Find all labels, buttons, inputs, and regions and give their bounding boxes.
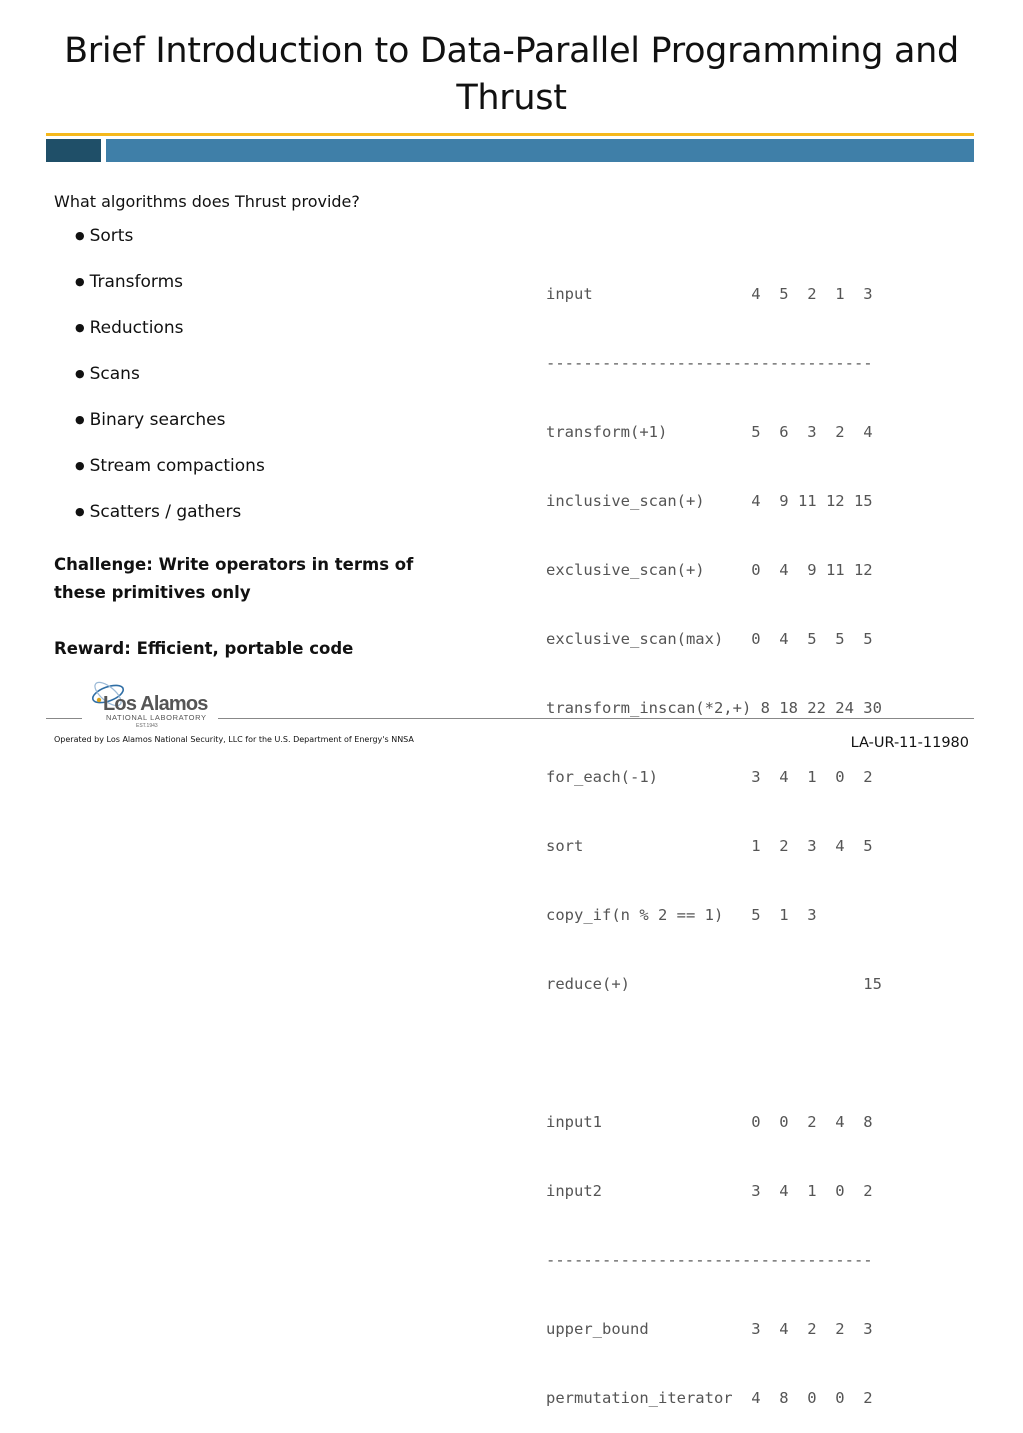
code-row [546,1042,882,1065]
bullet-icon: ● [75,505,85,518]
algorithm-list [75,224,265,546]
code-row: input1 0 0 2 4 8 [546,1113,873,1131]
title-band-dark [46,139,101,162]
logo-wordmark: Los Alamos [103,693,208,715]
code-row: reduce(+) 15 [546,975,882,993]
bullet-icon: ● [75,459,85,472]
bullet-icon: ● [75,321,85,334]
logo-established: EST.1943 [136,723,158,729]
list-item-label: Binary searches [89,410,226,430]
code-row: input 4 5 2 1 3 [546,285,873,303]
code-row: copy_if(n % 2 == 1) 5 1 3 [546,906,817,924]
code-row: transform_inscan(*2,+) 8 18 22 24 30 [546,699,882,717]
code-row: exclusive_scan(max) 0 4 5 5 5 [546,630,873,648]
code-row: input2 3 4 1 0 2 [546,1182,873,1200]
list-item-label: Stream compactions [89,456,265,476]
list-item [75,224,265,270]
code-row: upper_bound 3 4 2 2 3 [546,1320,873,1338]
list-item [75,316,265,362]
code-example [546,237,882,1433]
list-item-label: Transforms [89,272,184,292]
list-item-label: Reductions [89,318,184,338]
bullet-icon: ● [75,413,85,426]
list-item [75,362,265,408]
logo-subtitle: NATIONAL LABORATORY [106,713,207,722]
list-item-label: Scatters / gathers [89,502,242,522]
footer-operated-by: Operated by Los Alamos National Security, LLC for the U.S. Department of Energy's NNSA [54,735,414,744]
list-item-label: Sorts [89,226,134,246]
code-row: ----------------------------------- [546,354,873,372]
list-item-label: Scans [89,364,140,384]
code-row: permutation_iterator 4 8 0 0 2 [546,1389,873,1407]
bullet-icon: ● [75,367,85,380]
footer-divider-right [218,718,974,719]
list-item [75,454,265,500]
code-row: for_each(-1) 3 4 1 0 2 [546,768,873,786]
list-item [75,500,265,546]
title-rule-gold [46,133,974,136]
code-row: transform(+1) 5 6 3 2 4 [546,423,873,441]
code-row: exclusive_scan(+) 0 4 9 11 12 [546,561,873,579]
footer-divider-left [46,718,82,719]
slide-title: Brief Introduction to Data-Parallel Programming and Thrust [64,31,959,118]
code-row: sort 1 2 3 4 5 [546,837,873,855]
challenge-text: Challenge: Write operators in terms of these primitives only [54,555,414,602]
bullet-icon: ● [75,229,85,242]
list-item [75,270,265,316]
footer-doc-id: LA-UR-11-11980 [850,735,969,751]
bullet-icon: ● [75,275,85,288]
question-text: What algorithms does Thrust provide? [54,192,360,211]
reward-text: Reward: Efficient, portable code [54,639,354,658]
list-item [75,408,265,454]
code-row: inclusive_scan(+) 4 9 11 12 15 [546,492,873,510]
title-band-blue [106,139,974,162]
code-row: ----------------------------------- [546,1251,873,1269]
